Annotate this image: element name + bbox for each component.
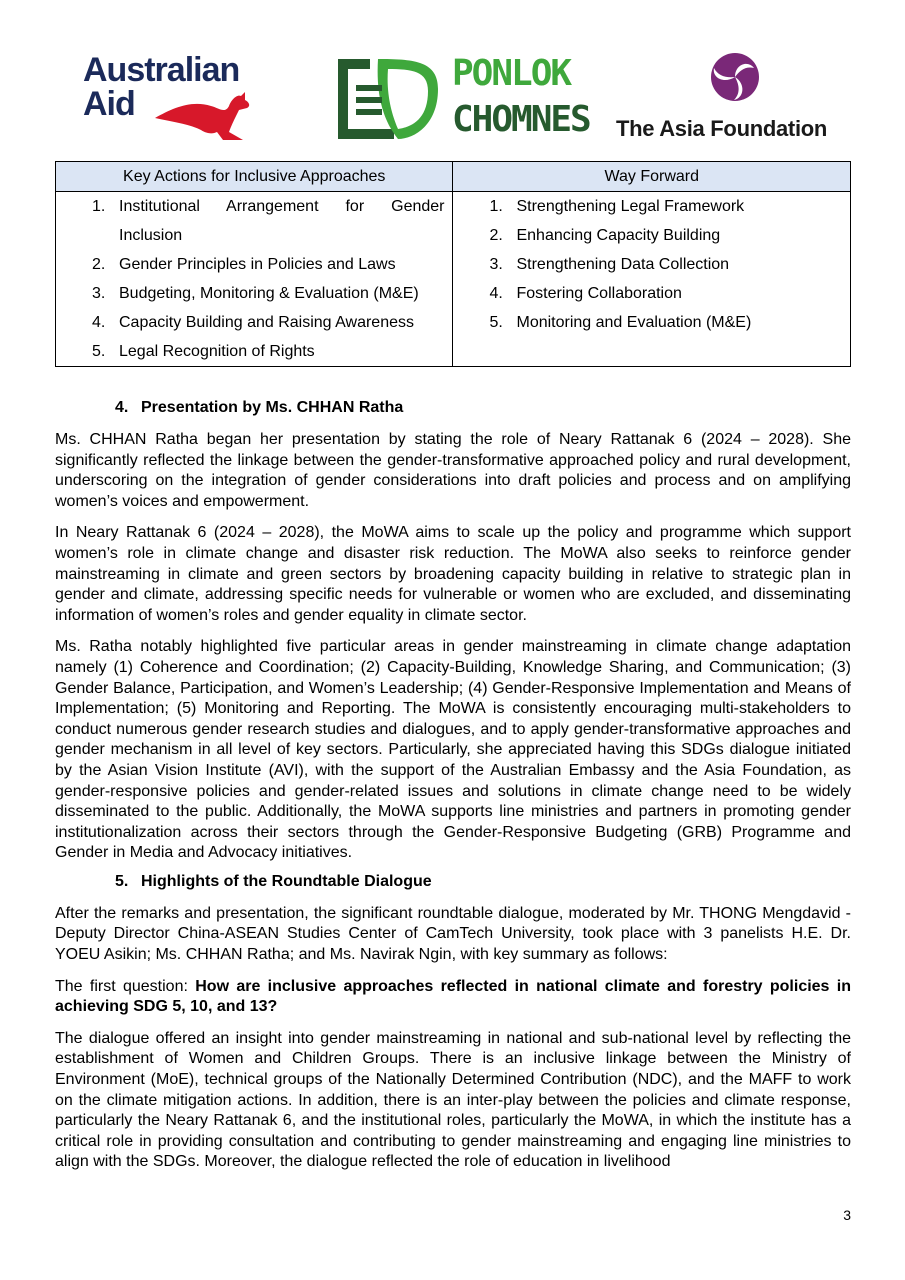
paragraph: In Neary Rattanak 6 (2024 – 2028), the MoWA aims to scale up the policy and programme which support women’s role in climate change and disaster risk reduction. The MoWA also seeks to reinforce gender mainstreaming in climate and green sectors by broadening capacity building in relative to strategic plan in gender and climate, addressing specific needs for vulnerable or women who are excluded, and disseminating information of women’s roles and gender equality in climate sector. <box>55 524 851 624</box>
list-item <box>56 250 452 279</box>
paragraph: The dialogue offered an insight into gender mainstreaming in national and sub-national level by reflecting the establishment of Women and Children Groups. There is an inclusive linkage between the Ministry of Environment (MoE), technical groups of the Nationally Determined Contribution (NDC), and the MAFF to work on the climate mitigation actions. In addition, there is an inter-play between the policies and climate response, particularly the Neary Rattanak 6, and the institutional roles, particularly the MoWA, in which the institute has a critical role in providing consultation and contributing to gender mainstreaming and engaging line ministries to align with the SDGs. Moreover, the dialogue reflected the role of education in livelihood <box>55 1029 851 1171</box>
key-actions-table <box>55 161 851 367</box>
list-item <box>453 279 850 308</box>
list-item <box>56 279 452 308</box>
list-item-text: Legal Recognition of Rights <box>119 343 315 360</box>
key-actions-cell <box>56 192 453 367</box>
section-number: 5. <box>115 872 129 890</box>
paragraph: Ms. Ratha notably highlighted five particular areas in gender mainstreaming in climate change adaptation namely (1) Coherence and Coordination; (2) Capacity-Building, Knowledge Sharing, and Communication; (3) Gender Balance, Participation, and Women’s Leadership; (4) Gender-Responsive Implementation and Means of Implementation; (5) Monitoring and Reporting. The MoWA is consistently encouraging multi-stakeholders to conduct numerous gender research studies and dialogues, and to apply gender-transformative approaches and gender mechanism in all level of key sectors. Particularly, she appreciated having this SDGs dialogue initiated by the Asian Vision Institute (AVI), with the support of the Australian Embassy and the Asia Foundation, as gender-responsive policies and gender-related issues and solutions in climate change need to be widely disseminated to the public. Additionally, the MoWA supports line ministries and partners in promoting gender institutionalization across their sectors through the Gender-Responsive Budgeting (GRB) Programme and Gender in Media and Advocacy initiatives. <box>55 638 851 862</box>
way-forward-cell <box>453 192 851 367</box>
section-5-heading <box>115 870 851 894</box>
section-4-heading <box>115 396 851 420</box>
australian-aid-word-2: Aid <box>83 85 135 123</box>
list-item-text: Strengthening Data Collection <box>516 256 730 273</box>
list-number: 4. <box>489 285 503 302</box>
question-text: How are inclusive approaches reflected in national climate and forestry policies in achieving SDG 5, 10, and 13? <box>55 977 851 1016</box>
list-number: 5. <box>92 343 106 360</box>
list-item-text: Gender Principles in Policies and Laws <box>119 256 396 273</box>
list-item-text: Fostering Collaboration <box>516 285 682 302</box>
asia-foundation-name: The Asia Foundation <box>616 116 828 141</box>
question-label: The first question: <box>55 977 196 995</box>
list-item-text: Monitoring and Evaluation (M&E) <box>516 314 752 331</box>
list-item <box>453 221 850 250</box>
paragraph: After the remarks and presentation, the significant roundtable dialogue, moderated by Mr. THONG Mengdavid - Deputy Director China-ASEAN Studies Center of CamTech University, took place with 3 panelists H.E. Dr. YOEU Asikin; Ms. CHHAN Ratha; and Ms. Navirak Ngin, with key summary as follows: <box>55 904 851 964</box>
key-actions-list <box>56 192 452 366</box>
list-item-text: Capacity Building and Raising Awareness <box>119 314 414 331</box>
list-item-text: Enhancing Capacity Building <box>516 227 721 244</box>
australian-aid-logo <box>83 52 283 147</box>
table-header-row <box>56 162 851 192</box>
chomnes-word: CHOMNES <box>452 99 590 140</box>
section-number: 4. <box>115 399 129 416</box>
list-item <box>56 337 452 366</box>
list-item-text: Strengthening Legal Framework <box>516 198 745 215</box>
list-item <box>453 250 850 279</box>
section-title: Highlights of the Roundtable Dialogue <box>141 872 432 890</box>
paragraph: Ms. CHHAN Ratha began her presentation by stating the role of Neary Rattanak 6 (2024 – 2028). She significantly reflected the linkage between the gender-transformative approached policy and rural development, underscoring on the integration of gender considerations into draft policies and process and on amplifying women’s voices and empowerment. <box>55 431 851 510</box>
list-item <box>453 192 850 221</box>
page-number: 3 <box>843 1207 851 1223</box>
header-logos <box>0 0 905 150</box>
list-number: 1. <box>489 198 503 215</box>
list-item-text: Institutional Arrangement for Gender <box>119 198 445 215</box>
document-leaf-icon <box>334 55 444 143</box>
list-number: 3. <box>489 256 503 273</box>
list-item-text: Budgeting, Monitoring & Evaluation (M&E) <box>119 285 419 302</box>
section-title: Presentation by Ms. CHHAN Ratha <box>141 399 404 416</box>
question-paragraph <box>55 977 851 1018</box>
australian-aid-word-1: Australian <box>83 51 240 89</box>
list-number: 1. <box>92 198 106 215</box>
list-number: 5. <box>489 314 503 331</box>
list-item <box>56 308 452 337</box>
list-item <box>453 308 850 337</box>
ponlok-chomnes-logo <box>334 53 590 145</box>
table-row <box>56 192 851 367</box>
list-item-text-continued: Inclusion <box>119 227 183 244</box>
asia-foundation-emblem-icon <box>710 52 760 102</box>
document-body <box>55 396 851 1184</box>
asia-foundation-logo <box>612 52 862 147</box>
list-number: 4. <box>92 314 106 331</box>
ponlok-word: PONLOK <box>452 53 571 94</box>
key-actions-header: Key Actions for Inclusive Approaches <box>56 162 453 192</box>
kangaroo-icon <box>153 88 253 144</box>
list-item <box>56 192 452 250</box>
way-forward-header: Way Forward <box>453 162 851 192</box>
way-forward-list <box>453 192 850 337</box>
list-number: 2. <box>489 227 503 244</box>
list-number: 3. <box>92 285 106 302</box>
list-number: 2. <box>92 256 106 273</box>
